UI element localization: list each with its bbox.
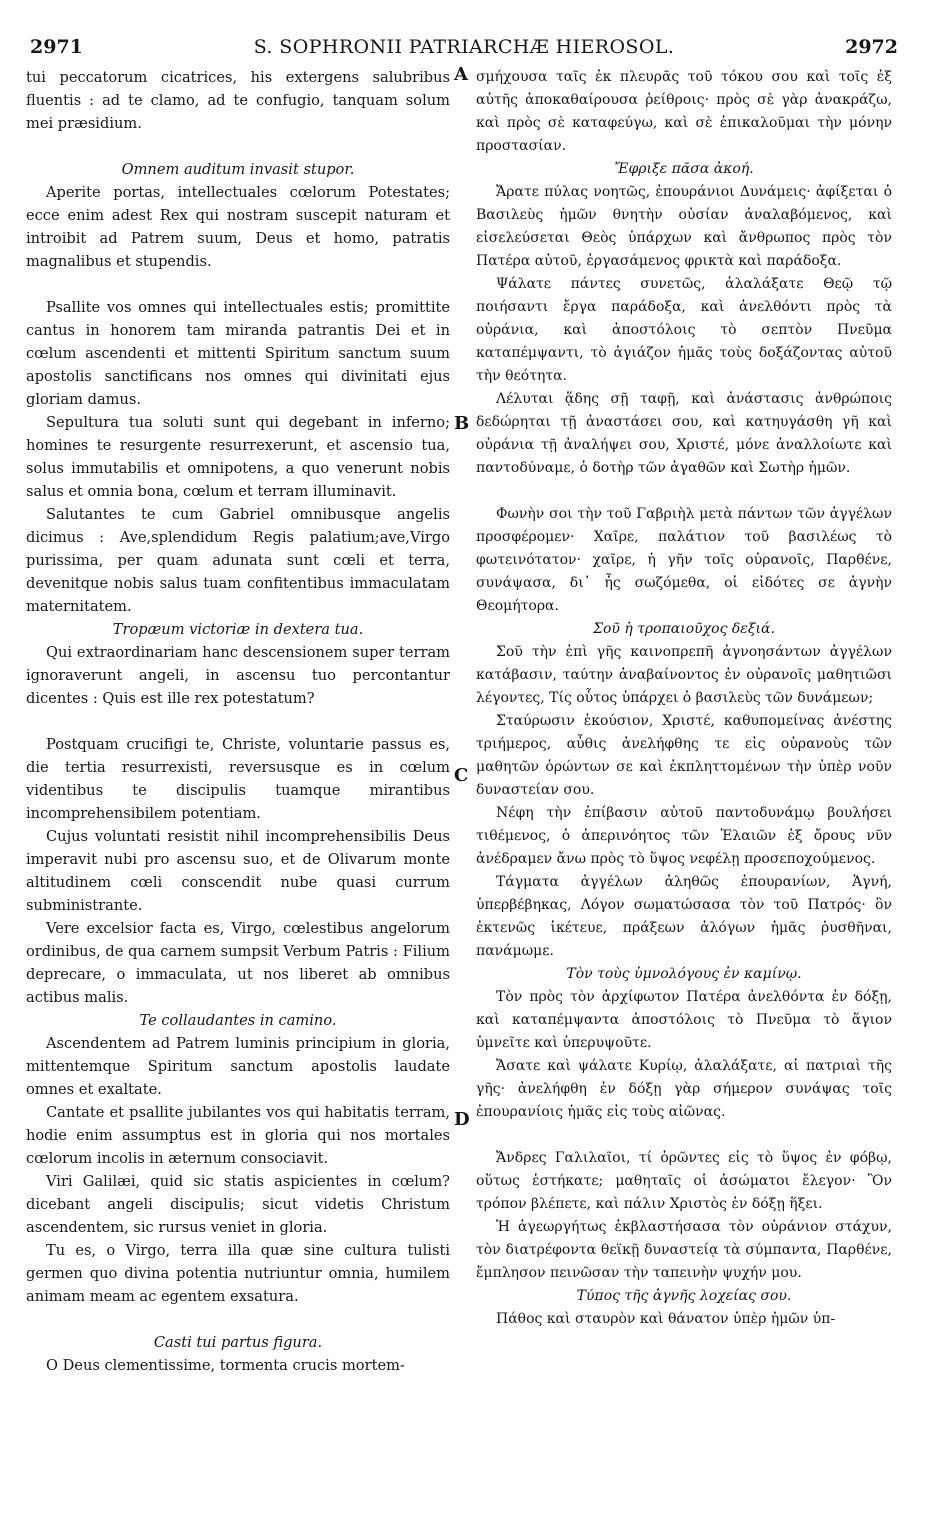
- latin-heading: Casti tui partus figura.: [153, 1334, 323, 1351]
- greek-paragraph: Ἄνδρες Γαλιλαῖοι, τί ὁρῶντες εἰς τὸ ὕψος ἐν φόβῳ, οὕτως ἑστήκατε; μαθηταῖς οἱ ἀσώματοι ἔλεγον· Ὃν τρόπον βλέπετε, καὶ πάλιν Χριστὸς ἐν δόξῃ ἥξει.: [476, 1150, 892, 1212]
- greek-paragraph: Τάγματα ἀγγέλων ἀληθῶς ἐπουρανίων, Ἁγνή, ὑπερβέβηκας, Λόγον σωματώσασα τὸν τοῦ Πατρός· ὃν ἐκτενῶς ἱκέτευε, πράξεων ἀλόγων ἡμᾶς ῥυσθῆναι, πανάμωμε.: [476, 874, 892, 959]
- margin-letter-a: A: [454, 64, 468, 85]
- latin-paragraph: Cantate et psallite jubilantes vos qui habitatis terram, hodie enim assumptus est in gloria qui nos mortales cœlorum incolis in æternum consociavit.: [26, 1104, 450, 1167]
- greek-paragraph: Νέφη τὴν ἐπίβασιν αὐτοῦ παντοδυνάμῳ βουλήσει τιθέμενος, ὁ ἀπερινόητος τῶν Ἐλαιῶν ἐξ ὄρους νῦν ἀνέδραμεν ἄνω πρὸς τὸ ὕψος νεφέλῃ προσεποχούμενος.: [476, 805, 892, 867]
- greek-paragraph: Σταύρωσιν ἑκούσιον, Χριστέ, καθυπομείνας ἀνέστης τριήμερος, αὖθις ἀνελήφθης τε εἰς οὐρανοὺς τῶν μαθητῶν ὁρώντων σε καὶ ἐκπληττομένων τὴν ὑπὲρ νοῦν δυναστείαν σου.: [476, 713, 892, 798]
- greek-paragraph: σμήχουσα ταῖς ἐκ πλευρᾶς τοῦ τόκου σου καὶ τοῖς ἐξ αὐτῆς ἀποκαθαίρουσα ῥείθροις· πρὸς σὲ γὰρ ἀνακράζω, καὶ πρὸς σὲ καταφεύγω, καὶ σὲ ἐπικαλοῦμαι τὴν μόνην προστασίαν.: [476, 69, 892, 154]
- greek-paragraph: Πάθος καὶ σταυρὸν καὶ θάνατον ὑπὲρ ἡμῶν ὑπ-: [496, 1311, 836, 1327]
- latin-paragraph: Cujus voluntati resistit nihil incomprehensibilis Deus imperavit nubi pro ascensu suo, et de Olivarum monte altitudinem cœli conscendit nube quasi currum subministrante.: [26, 828, 450, 914]
- latin-paragraph: O Deus clementissime, tormenta crucis mortem-: [46, 1357, 405, 1374]
- running-title: S. SOPHRONII PATRIARCHÆ HIEROSOL.: [253, 36, 675, 58]
- latin-heading: Omnem auditum invasit stupor.: [121, 161, 355, 178]
- greek-heading: Σοῦ ἡ τροπαιοῦχος δεξιά.: [593, 621, 775, 637]
- page-number-right: 2972: [845, 36, 898, 58]
- greek-heading: Ἔφριξε πᾶσα ἀκοή.: [614, 161, 754, 177]
- latin-heading: Te collaudantes in camino.: [139, 1012, 337, 1029]
- latin-paragraph: Qui extraordinariam hanc descensionem super terram ignoraverunt angeli, in ascensu tuo percontantur dicentes : Quis est ille rex potestatum?: [26, 644, 450, 707]
- greek-paragraph: Ἄσατε καὶ ψάλατε Κυρίῳ, ἀλαλάξατε, αἱ πατριαὶ τῆς γῆς· ἀνελήφθη ἐν δόξῃ γὰρ σήμερον συνάψας τοῖς ἐπουρανίοις ἡμᾶς εἰς τοὺς αἰῶνας.: [476, 1058, 892, 1120]
- latin-paragraph: tui peccatorum cicatrices, his extergens salubribus fluentis : ad te clamo, ad te confugio, tanquam solum mei præsidium.: [26, 69, 450, 132]
- greek-paragraph: Ἄρατε πύλας νοητῶς, ἐπουράνιοι Δυνάμεις· ἀφίξεται ὁ Βασιλεὺς ἡμῶν θνητὴν οὐσίαν ἀναλαβόμενος, καὶ εἰσελεύσεται Θεὸς ὑπάρχων καὶ ἄνθρωπος πρὸς τὸν Πατέρα αὐτοῦ, ἐργασάμενος φρικτὰ καὶ παράδοξα.: [476, 184, 892, 269]
- greek-paragraph: Ψάλατε πάντες συνετῶς, ἀλαλάξατε Θεῷ τῷ ποιήσαντι ἔργα παράδοξα, καὶ ἀνελθόντι πρὸς τὰ οὐράνια, καὶ ἀποστόλοις τὸ σεπτὸν Πνεῦμα καταπέμψαντι, τὸ ἁγιάζον ἡμᾶς τοὺς δοξάζοντας αὐτοῦ τὴν θεότητα.: [476, 276, 892, 384]
- greek-heading: Τὸν τοὺς ὑμνολόγους ἐν καμίνῳ.: [566, 966, 802, 982]
- latin-heading: Tropæum victoriæ in dextera tua.: [112, 621, 364, 638]
- latin-paragraph: Salutantes te cum Gabriel omnibusque angelis dicimus : Ave,splendidum Regis palatium;ave,Virgo purissima, per quam adunata sunt cœli et terra, devenitque nobis salus tuam confitentibus immaculatam maternitatem.: [26, 506, 450, 615]
- greek-paragraph: Σοῦ τὴν ἐπὶ γῆς καινοπρεπῆ ἀγνοησάντων ἀγγέλων κατάβασιν, ταύτην ἀναβαίνοντος ἐν οὐρανοῖς μαθητιῶσι λέγοντες, Τίς οὗτος ὑπάρχει ὁ βασιλεὺς τῶν δυνάμεων;: [476, 644, 892, 706]
- greek-paragraph: Τὸν πρὸς τὸν ἀρχίφωτον Πατέρα ἀνελθόντα ἐν δόξῃ, καὶ καταπέμψαντα ἀποστόλοις τὸ Πνεῦμα τὸ ἅγιον ὑμνεῖτε καὶ ὑπερυψοῦτε.: [476, 989, 892, 1051]
- latin-paragraph: Vere excelsior facta es, Virgo, cœlestibus angelorum ordinibus, de qua carnem sumpsit Verbum Patris : Filium deprecare, o immaculata, ut nos liberet ab omnibus actibus malis.: [26, 920, 450, 1006]
- margin-letter-b: B: [454, 413, 470, 434]
- greek-paragraph: Λέλυται ᾅδης σῇ ταφῇ, καὶ ἀνάστασις ἀνθρώποις δεδώρηται τῇ ἀναστάσει σου, καὶ κατηυγάσθη γῆ καὶ οὐράνια τῇ ἀναλήψει σου, Χριστέ, μόνε ἀναλλοίωτε καὶ παντοδύναμε, ὁ δοτὴρ τῶν ἀγαθῶν καὶ Σωτὴρ ἡμῶν.: [476, 391, 892, 476]
- latin-paragraph: Viri Galilæi, quid sic statis aspicientes in cœlum? dicebant angeli discipulis; sicut videtis Christum ascendentem, sic rursus veniet in gloria.: [26, 1173, 450, 1236]
- latin-paragraph: Psallite vos omnes qui intellectuales estis; promittite cantus in honorem tam miranda patrantis Dei et in cœlum ascendenti et mittenti Spiritum sanctum suum apostolis sanctificans nos omnes qui divinitati ejus gloriam damus.: [26, 299, 450, 408]
- latin-paragraph: Aperite portas, intellectuales cœlorum Potestates; ecce enim adest Rex qui nostram suscepit naturam et introibit ad Patrem suum, Deus et homo, patratis magnalibus et stupendis.: [26, 184, 450, 270]
- latin-paragraph: Tu es, o Virgo, terra illa quæ sine cultura tulisti germen quo divina potentia nutriuntur omnia, humilem animam meam ac egentem exsatura.: [26, 1242, 450, 1305]
- greek-paragraph: Φωνὴν σοι τὴν τοῦ Γαβριὴλ μετὰ πάντων τῶν ἀγγέλων προσφέρομεν· Χαῖρε, παλάτιον τοῦ βασιλέως τὸ φωτεινότατον· χαῖρε, ἡ γῆν τοῖς οὐρανοῖς, Παρθένε, συνάψασα, δι᾿ ἧς σωζόμεθα, οἱ εἰδότες σε ἁγνὴν Θεομήτορα.: [476, 506, 892, 614]
- latin-paragraph: Ascendentem ad Patrem luminis principium in gloria, mittentemque Spiritum sanctum apostolis laudate omnes et exaltate.: [26, 1035, 450, 1098]
- margin-letter-d: D: [454, 1109, 470, 1130]
- greek-column: [476, 66, 892, 1331]
- latin-paragraph: Postquam crucifigi te, Christe, voluntarie passus es, die tertia resurrexisti, reversusque es in cœlum videntibus te discipulis tuamque mirantibus incomprehensibilem potentiam.: [26, 736, 450, 822]
- page-number-left: 2971: [30, 36, 83, 58]
- latin-paragraph: Sepultura tua soluti sunt qui degebant in inferno; homines te resurgente resurrexerunt, et ascensio tua, solus immutabilis et omnipotens, a quo venerunt nobis salus et omnia bona, cœlum et terram illuminavit.: [26, 414, 450, 500]
- margin-letter-c: C: [454, 765, 469, 786]
- greek-paragraph: Ἡ ἀγεωργήτως ἐκβλαστήσασα τὸν οὐράνιον στάχυν, τὸν διατρέφοντα θεϊκῇ δυναστείᾳ τὰ σύμπαντα, Παρθένε, ἔμπλησον πεινῶσαν τὴν ταπεινὴν ψυχήν μου.: [476, 1219, 892, 1281]
- greek-heading: Τύπος τῆς ἁγνῆς λοχείας σου.: [576, 1288, 792, 1304]
- latin-column: [26, 66, 450, 1377]
